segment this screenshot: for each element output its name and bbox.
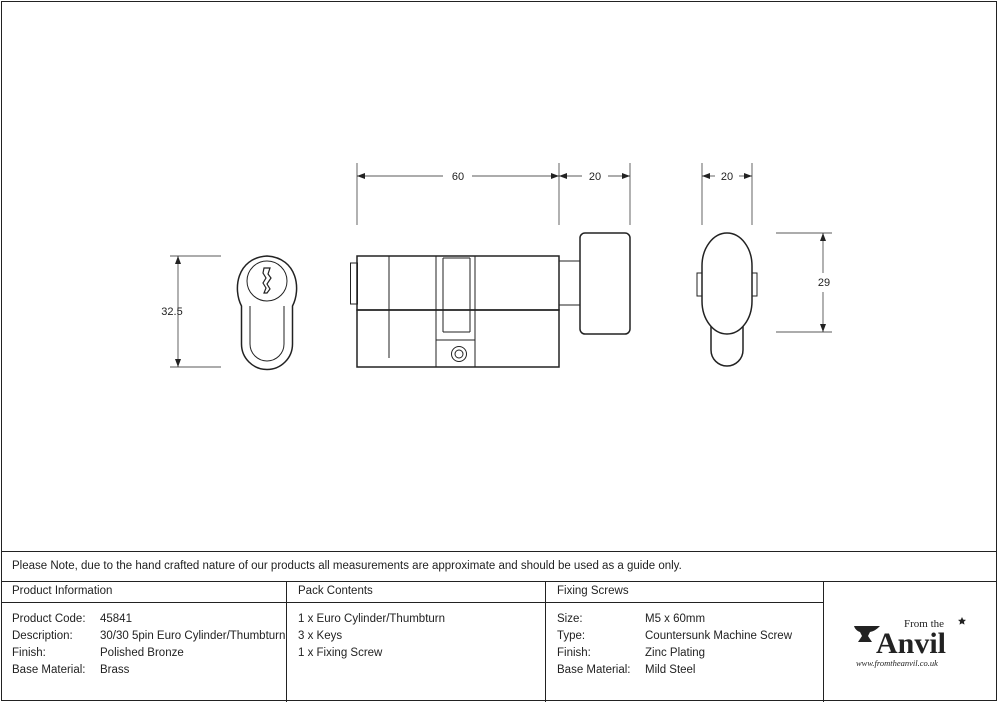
row-label: Finish: bbox=[12, 647, 46, 659]
profile-height-label: 32.5 bbox=[161, 306, 183, 318]
side-height-label: 29 bbox=[817, 277, 831, 289]
cylinder-profile-view bbox=[237, 256, 296, 370]
row-label: Description: bbox=[12, 630, 73, 642]
row-label: Type: bbox=[557, 630, 586, 642]
fixing-screws-table bbox=[557, 611, 792, 679]
from-the-anvil-logo bbox=[852, 612, 982, 672]
thumbturn-end-view bbox=[697, 233, 757, 366]
table-row bbox=[557, 628, 792, 645]
logo-url: www.fromtheanvil.co.uk bbox=[856, 658, 938, 668]
table-row bbox=[12, 611, 285, 628]
row-label: Finish: bbox=[557, 647, 591, 659]
logo-star-icon bbox=[958, 617, 966, 625]
table-row bbox=[12, 662, 285, 679]
thumbturn-length-label: 20 bbox=[588, 171, 602, 183]
row-value: Countersunk Machine Screw bbox=[645, 630, 793, 642]
logo-from-the: From the bbox=[904, 618, 945, 630]
row-value: M5 x 60mm bbox=[645, 613, 706, 625]
pack-contents-title: Pack Contents bbox=[298, 585, 373, 597]
row-value: Brass bbox=[100, 664, 130, 676]
row-label: Base Material: bbox=[557, 664, 631, 676]
row-label: Base Material: bbox=[12, 664, 86, 676]
table-header-divider bbox=[1, 602, 823, 603]
disclaimer-note: Please Note, due to the hand crafted nature of our products all measurements are approximate and should be used as a guide only. bbox=[12, 560, 682, 572]
note-divider bbox=[1, 551, 997, 552]
table-row bbox=[12, 628, 285, 645]
row-value: Polished Bronze bbox=[100, 647, 184, 659]
cylinder-side-view bbox=[351, 233, 631, 367]
list-item: 1 x Euro Cylinder/Thumbturn bbox=[298, 613, 446, 625]
table-row bbox=[557, 645, 792, 662]
side-width-label: 20 bbox=[720, 171, 734, 183]
fixing-screws-title: Fixing Screws bbox=[557, 585, 629, 597]
column-divider bbox=[286, 582, 287, 702]
table-row bbox=[12, 645, 285, 662]
table-row bbox=[557, 611, 792, 628]
list-item: 3 x Keys bbox=[298, 630, 343, 642]
pack-contents-list bbox=[298, 611, 445, 662]
table-row bbox=[557, 662, 792, 679]
row-value: 30/30 5pin Euro Cylinder/Thumbturn bbox=[100, 630, 286, 642]
row-value: Zinc Plating bbox=[645, 647, 706, 659]
logo-divider bbox=[823, 582, 824, 702]
row-label: Size: bbox=[557, 613, 583, 625]
logo-brand: Anvil bbox=[876, 627, 947, 660]
product-information-table bbox=[12, 611, 285, 679]
row-value: 45841 bbox=[100, 613, 132, 625]
cylinder-length-label: 60 bbox=[451, 171, 465, 183]
table-top-divider bbox=[1, 581, 997, 582]
product-information-title: Product Information bbox=[12, 585, 113, 597]
column-divider bbox=[545, 582, 546, 702]
row-label: Product Code: bbox=[12, 613, 86, 625]
row-value: Mild Steel bbox=[645, 664, 696, 676]
list-item: 1 x Fixing Screw bbox=[298, 647, 383, 659]
